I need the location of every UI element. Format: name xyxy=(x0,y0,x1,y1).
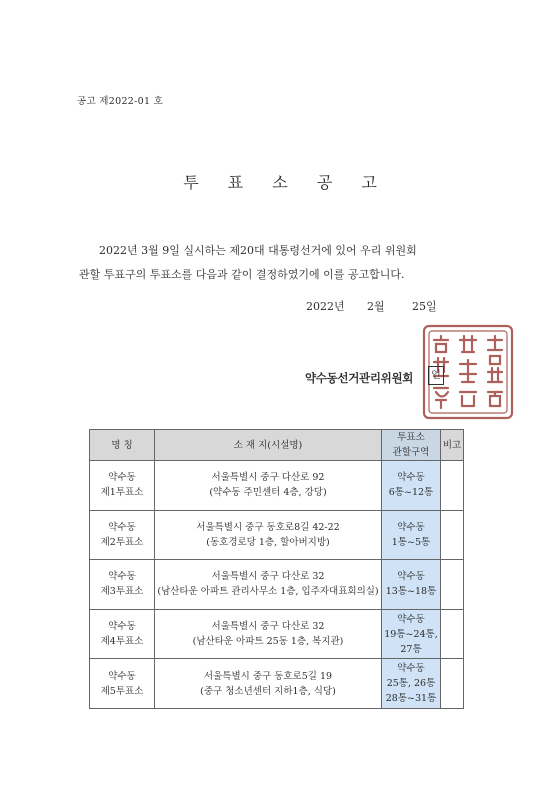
station-name-line-2: 제2투표소 xyxy=(100,536,144,548)
date-month: 2월 xyxy=(367,300,385,313)
table-row xyxy=(90,560,464,610)
station-jurisdiction xyxy=(382,609,441,659)
address-line-2: (약수동 주민센터 4층, 강당) xyxy=(209,487,327,499)
table-row xyxy=(90,510,464,560)
station-name-line-1: 약수동 xyxy=(108,670,136,682)
header-jurisdiction xyxy=(382,430,441,461)
table-row xyxy=(90,461,464,511)
station-name-line-2: 제4투표소 xyxy=(100,636,144,648)
address-line-1: 서울특별시 중구 다산로 32 xyxy=(211,621,325,633)
header-jurisdiction-line-2: 관할구역 xyxy=(392,447,430,458)
address-line-2: (동호경로당 1층, 할아버지방) xyxy=(206,536,330,548)
address-line-1: 서울특별시 중구 동호로8길 42-22 xyxy=(196,521,340,533)
header-name: 명 칭 xyxy=(90,430,155,461)
seal-placeholder-box: 인 xyxy=(428,366,444,385)
station-address xyxy=(155,510,382,560)
station-jurisdiction xyxy=(382,510,441,560)
jurisdiction-line-3: 27통 xyxy=(400,643,422,655)
station-address xyxy=(155,560,382,610)
jurisdiction-line-1: 약수동 xyxy=(397,663,425,675)
body-line-1: 2022년 3월 9일 실시하는 제20대 대통령선거에 있어 우리 위원회 xyxy=(99,244,417,257)
jurisdiction-line-2: 13통~18통 xyxy=(385,586,437,598)
header-note: 비고 xyxy=(441,430,464,461)
station-name xyxy=(90,461,155,511)
header-address: 소 재 지(시설명) xyxy=(155,430,382,461)
station-name xyxy=(90,609,155,659)
station-note xyxy=(441,609,464,659)
station-note xyxy=(441,659,464,709)
date-day: 25일 xyxy=(412,300,437,313)
address-line-2: (남산타운 아파트 25동 1층, 복지관) xyxy=(192,636,344,648)
jurisdiction-line-3: 28통~31통 xyxy=(385,693,437,705)
jurisdiction-line-2: 6통~12통 xyxy=(388,487,434,499)
station-name-line-1: 약수동 xyxy=(108,571,136,583)
address-line-2: (남산타운 아파트 관리사무소 1층, 입주자대표회의실) xyxy=(157,586,379,598)
station-jurisdiction xyxy=(382,560,441,610)
jurisdiction-line-2: 1통~5통 xyxy=(391,536,431,548)
station-address xyxy=(155,659,382,709)
committee-name: 약수동선거관리위원회 xyxy=(305,371,414,385)
polling-station-table xyxy=(89,429,464,709)
station-name-line-1: 약수동 xyxy=(108,472,136,484)
station-note xyxy=(441,560,464,610)
jurisdiction-line-1: 약수동 xyxy=(397,472,425,484)
address-line-1: 서울특별시 중구 다산로 32 xyxy=(211,571,325,583)
station-name xyxy=(90,510,155,560)
station-name-line-1: 약수동 xyxy=(108,521,136,533)
notice-body xyxy=(79,239,489,287)
jurisdiction-line-2: 19통~24통, xyxy=(384,628,438,640)
jurisdiction-line-1: 약수동 xyxy=(397,521,425,533)
station-name xyxy=(90,659,155,709)
notice-number: 공고 제2022-01 호 xyxy=(77,96,164,107)
address-line-1: 서울특별시 중구 다산로 92 xyxy=(211,472,325,484)
station-note xyxy=(441,510,464,560)
address-line-1: 서울특별시 중구 동호로5길 19 xyxy=(203,670,333,682)
jurisdiction-line-1: 약수동 xyxy=(397,613,425,625)
station-name-line-2: 제5투표소 xyxy=(100,685,144,697)
table-row xyxy=(90,609,464,659)
station-note xyxy=(441,461,464,511)
station-name-line-2: 제1투표소 xyxy=(100,487,144,499)
jurisdiction-line-2: 25통, 26통 xyxy=(386,678,436,690)
station-address xyxy=(155,609,382,659)
table-row xyxy=(90,659,464,709)
table-header-row xyxy=(90,430,464,461)
date-year: 2022년 xyxy=(306,300,345,313)
jurisdiction-line-1: 약수동 xyxy=(397,571,425,583)
station-name-line-1: 약수동 xyxy=(108,621,136,633)
station-address xyxy=(155,461,382,511)
station-jurisdiction xyxy=(382,461,441,511)
body-line-2: 관할 투표구의 투표소를 다음과 같이 결정하였기에 이를 공고합니다. xyxy=(79,268,405,281)
station-name xyxy=(90,560,155,610)
header-jurisdiction-line-1: 투표소 xyxy=(397,432,425,443)
station-name-line-2: 제3투표소 xyxy=(100,586,144,598)
station-jurisdiction xyxy=(382,659,441,709)
page-title: 투 표 소 공 고 xyxy=(183,173,389,192)
address-line-2: (중구 청소년센터 지하1층, 식당) xyxy=(200,685,336,697)
